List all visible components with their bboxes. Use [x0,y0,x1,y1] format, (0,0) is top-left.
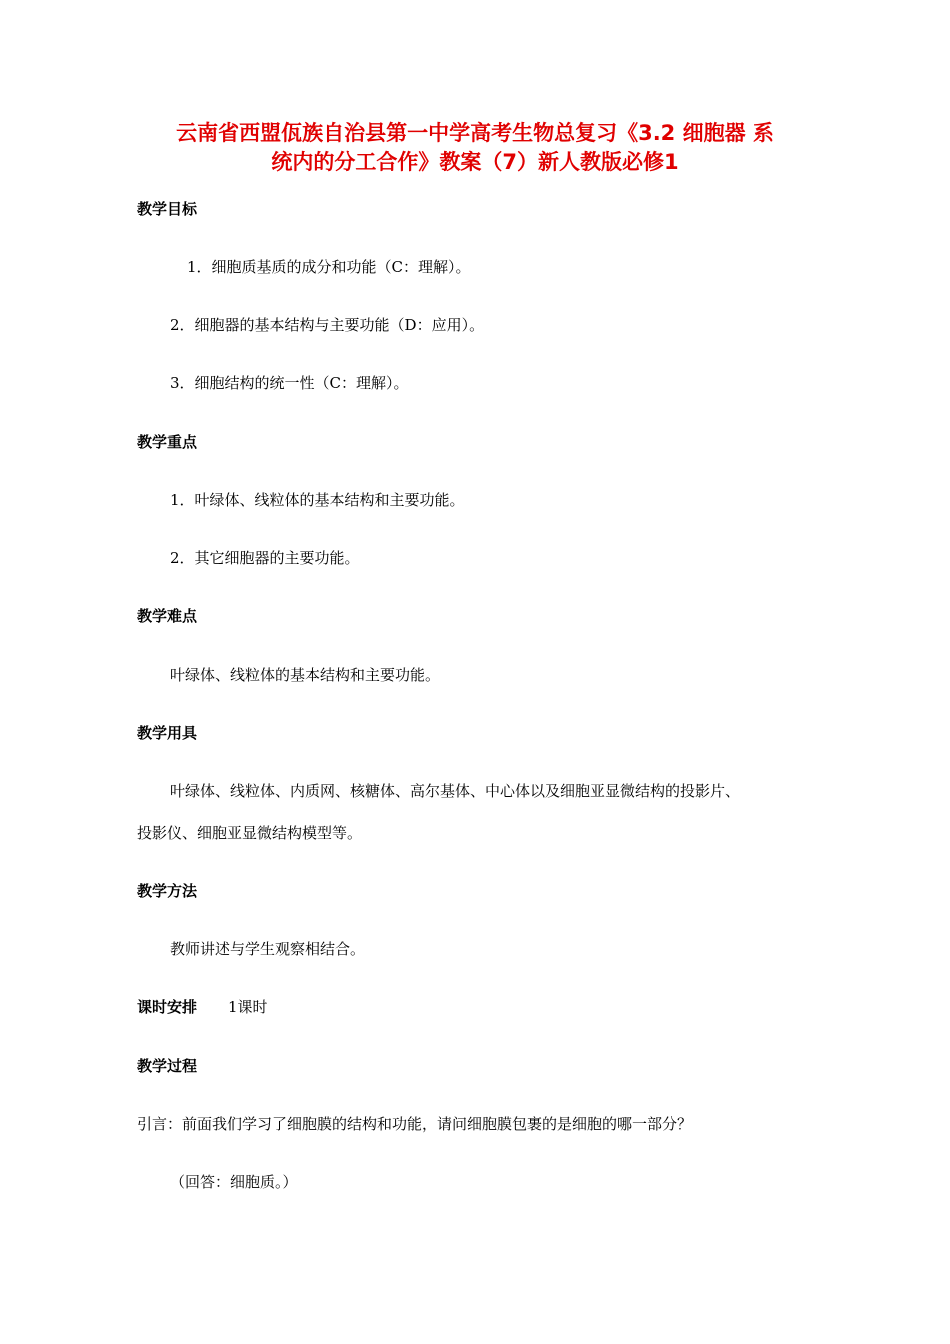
key-point-item-1: 1．叶绿体、线粒体的基本结构和主要功能。 [170,491,465,509]
difficulties-text: 叶绿体、线粒体的基本结构和主要功能。 [170,666,441,684]
objective-item-2: 2．细胞器的基本结构与主要功能（D：应用）。 [170,316,485,334]
tools-heading: 教学用具 [137,724,198,742]
objectives-heading: 教学目标 [137,200,198,218]
method-heading: 教学方法 [137,882,198,900]
method-text: 教师讲述与学生观察相结合。 [170,940,366,958]
difficulties-heading: 教学难点 [137,607,198,625]
title-line-1: 云南省西盟佤族自治县第一中学高考生物总复习《3.2 细胞器 系 [176,121,774,145]
process-intro: 引言：前面我们学习了细胞膜的结构和功能，请问细胞膜包裹的是细胞的哪一部分？ [137,1115,693,1133]
process-answer: （回答：细胞质。） [170,1173,298,1191]
process-heading: 教学过程 [137,1057,198,1075]
title-line-2: 统内的分工合作》教案（7）新人教版必修1 [271,150,679,174]
tools-text-line-2: 投影仪、细胞亚显微结构模型等。 [137,824,363,842]
key-points-heading: 教学重点 [137,433,198,451]
tools-text-line-1: 叶绿体、线粒体、内质网、核糖体、高尔基体、中心体以及细胞亚显微结构的投影片、 [170,782,741,800]
document-title [120,119,830,177]
objective-item-1: 1．细胞质基质的成分和功能（C：理解）。 [187,258,471,276]
objective-item-3: 3．细胞结构的统一性（C：理解）。 [170,374,409,392]
schedule-value: 1课时 [228,998,268,1016]
schedule-heading: 课时安排 [137,998,198,1016]
key-point-item-2: 2．其它细胞器的主要功能。 [170,549,360,567]
